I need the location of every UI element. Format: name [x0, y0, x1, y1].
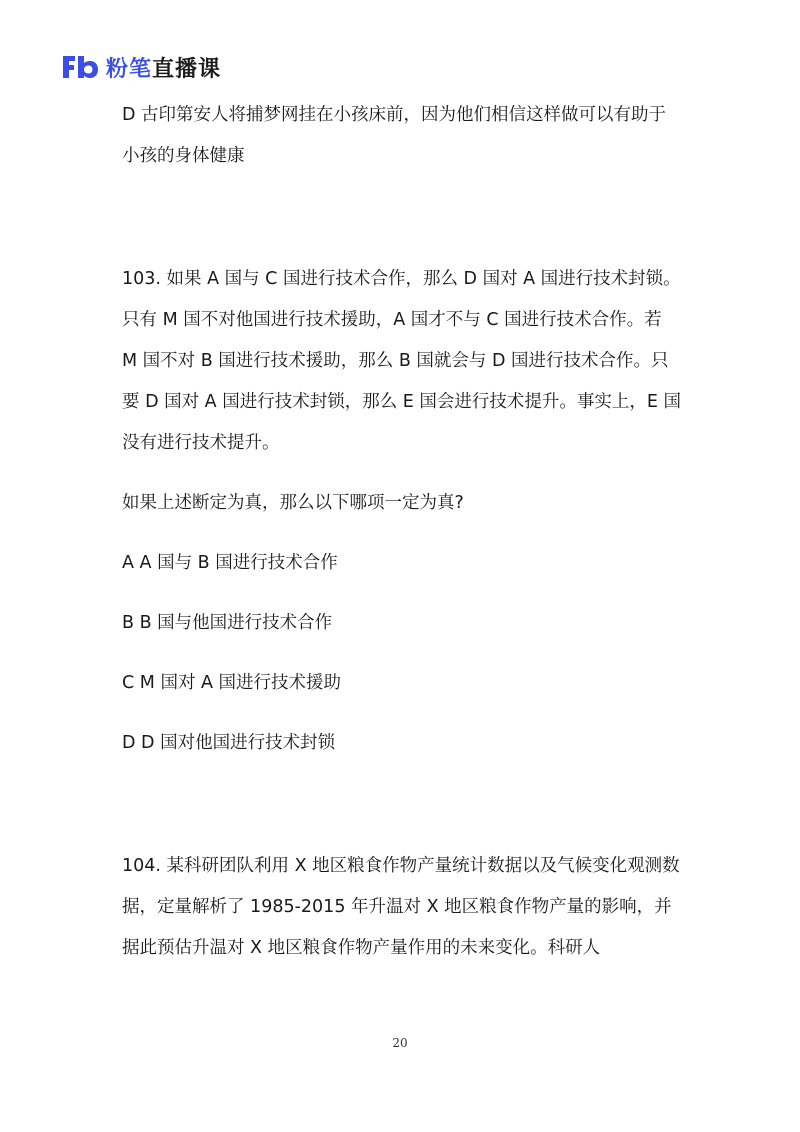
- brand-header: [60, 50, 221, 84]
- question-103-option-c: C M 国对 A 国进行技术援助: [122, 673, 342, 693]
- page-number: 20: [392, 1036, 408, 1050]
- prev-question-option-d: D 古印第安人将捕梦网挂在小孩床前，因为他们相信这样做可以有助于小孩的身体健康: [122, 105, 667, 166]
- question-103-option-a: A A 国与 B 国进行技术合作: [122, 553, 338, 573]
- question-104-stem: 104. 某科研团队利用 X 地区粮食作物产量统计数据以及气候变化观测数据，定量解析了 1985-2015 年升温对 X 地区粮食作物产量的影响，并据此预估升温对 X 地区粮食作物产量作用的未来变化。科研人: [122, 856, 680, 958]
- question-103-prompt: 如果上述断定为真，那么以下哪项一定为真?: [122, 493, 464, 513]
- brand-label: 粉笔: [106, 56, 153, 82]
- question-103-option-b: B B 国与他国进行技术合作: [122, 613, 333, 633]
- spacer: [122, 524, 682, 543]
- question-103-stem: 103. 如果 A 国与 C 国进行技术合作，那么 D 国对 A 国进行技术封锁。只有 M 国不对他国进行技术援助，A 国才不与 C 国进行技术合作。若 M 国不对 B 国进行技术援助，那么 B 国就会与 D 国进行技术合作。只要 D 国对 A 国进行技术封锁，那么 E 国会进行技术提升。事实上，E 国没有进行技术提升。: [122, 269, 681, 453]
- spacer: [122, 584, 682, 603]
- product-label: 直播课: [152, 56, 222, 82]
- spacer: [122, 644, 682, 663]
- brand-name: [106, 52, 221, 83]
- fb-logo-icon: [60, 53, 100, 81]
- spacer: [122, 704, 682, 723]
- question-103-option-d: D D 国对他国进行技术封锁: [122, 733, 336, 753]
- spacer: [122, 464, 682, 483]
- spacer: [122, 177, 682, 259]
- spacer: [122, 764, 682, 846]
- document-body: [122, 95, 682, 969]
